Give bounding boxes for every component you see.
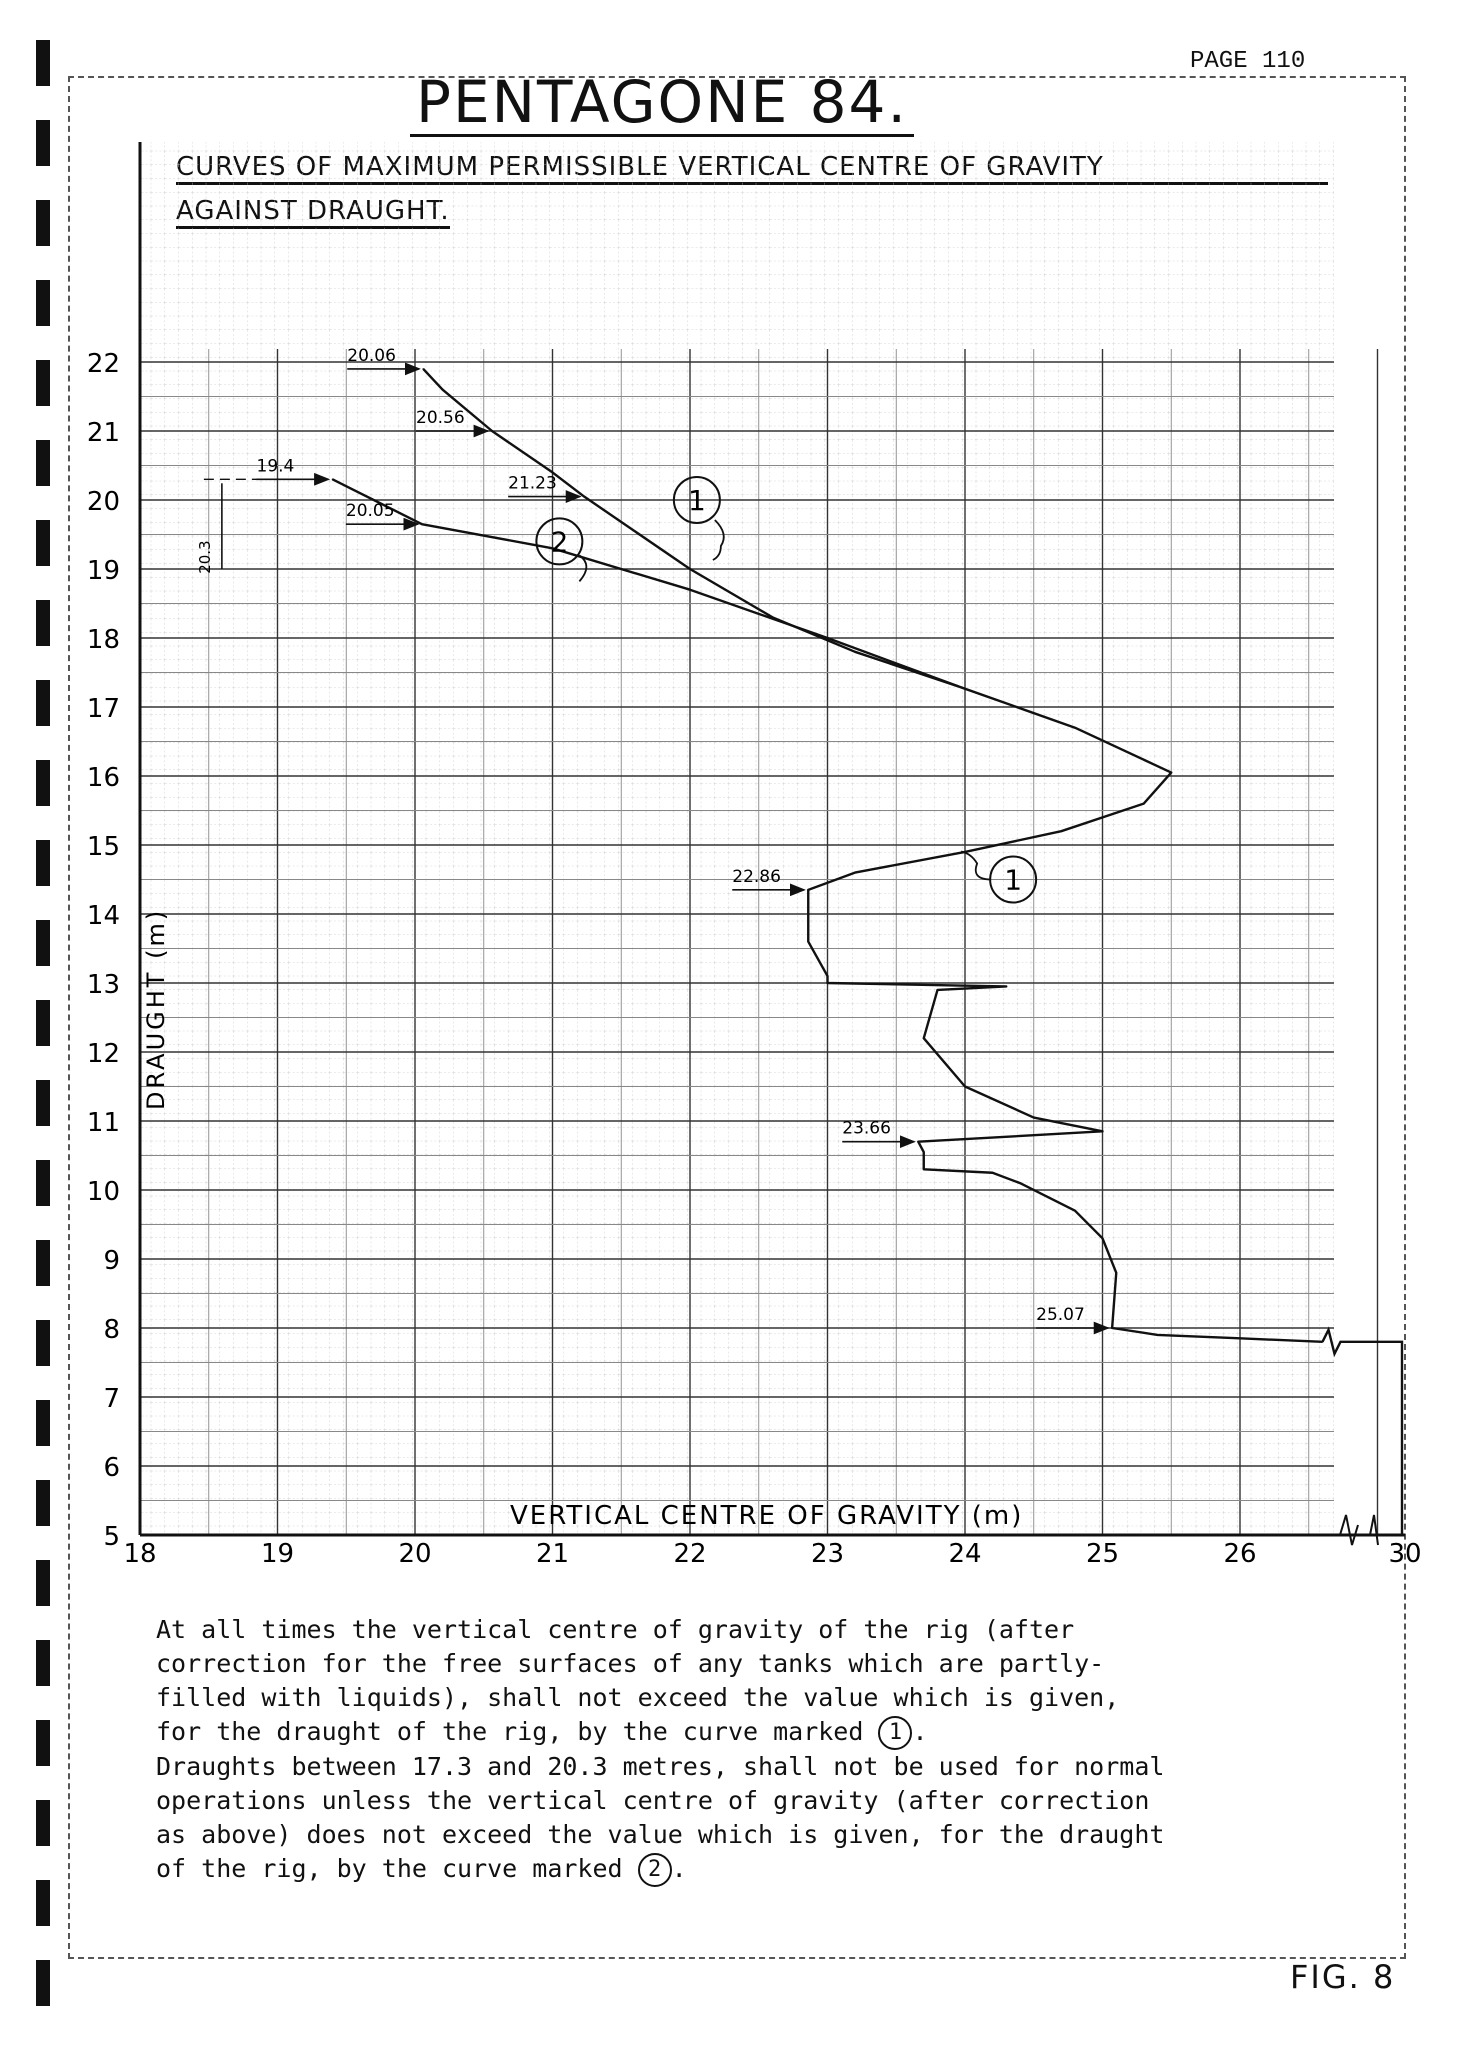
curve-1-marker: 1 <box>878 1716 912 1750</box>
series-1-point <box>992 1172 994 1174</box>
value-label: 23.66 <box>842 1118 891 1139</box>
y-tick-label: 14 <box>86 901 120 931</box>
y-tick-label: 8 <box>103 1315 120 1345</box>
page-number: PAGE 110 <box>1190 48 1306 75</box>
series-2-point <box>689 589 691 591</box>
y-tick-label: 17 <box>86 694 120 724</box>
page-title: PENTAGONE 84. <box>410 70 914 137</box>
value-label: 20.56 <box>416 408 465 428</box>
x-tick-label: 21 <box>535 1539 570 1569</box>
series-1-point <box>1005 986 1007 988</box>
series-1-point <box>1143 803 1145 805</box>
series-1-point <box>923 1037 925 1039</box>
series-1-point <box>1239 1338 1241 1340</box>
x-tick-label: 20 <box>398 1539 432 1569</box>
series-2-point <box>332 479 334 481</box>
x-end-tick-label: 30 <box>1388 1539 1422 1569</box>
x-tick-label: 25 <box>1085 1539 1120 1569</box>
note1-last-prefix: for the draught of the rig, by the curve marked <box>156 1717 864 1746</box>
series-1-point <box>1060 830 1062 832</box>
series-1-point <box>1074 727 1076 729</box>
axis-break-icon <box>1340 1515 1378 1545</box>
y-tick-label: 20 <box>86 487 120 517</box>
note2-line: as above) does not exceed the value which is given, for the draught <box>156 1820 1165 1849</box>
value-label: 25.07 <box>1036 1305 1085 1325</box>
y-tick-label: 18 <box>86 625 120 655</box>
y-tick-label: 7 <box>103 1384 120 1414</box>
series-2-point <box>421 523 423 525</box>
series-1-point <box>442 389 444 391</box>
note1-line: At all times the vertical centre of gravity of the rig (after <box>156 1615 1075 1644</box>
y-tick-label: 19 <box>86 556 120 586</box>
series-1-point <box>827 982 829 984</box>
series-1-point <box>1019 1182 1021 1184</box>
value-label: 21.23 <box>508 473 557 494</box>
note1-line-last <box>156 1715 1356 1750</box>
series-1-point <box>854 651 856 653</box>
series-1-point <box>1170 772 1172 774</box>
series-2-point <box>352 489 354 491</box>
series-1-point <box>689 568 691 570</box>
series-1-point <box>807 941 809 943</box>
value-label: 19.4 <box>256 456 295 477</box>
y-tick-label: 16 <box>86 763 120 793</box>
y-axis-label: DRAUGHT (m) <box>142 907 170 1110</box>
y-tick-label: 12 <box>86 1039 120 1069</box>
series-2-point <box>957 686 959 688</box>
series-1-point <box>854 872 856 874</box>
series-1-point <box>1074 1210 1076 1212</box>
note2-line: Draughts between 17.3 and 20.3 metres, shall not be used for normal <box>156 1752 1165 1781</box>
series-1-point <box>1102 1131 1104 1133</box>
curve-2-marker: 2 <box>638 1853 672 1887</box>
series-1-point <box>1111 1327 1113 1329</box>
series-1-point <box>1102 1238 1104 1240</box>
figure-label: FIG. 8 <box>1290 1958 1396 1996</box>
y-tick-label: 22 <box>86 349 120 379</box>
y-tick-label: 6 <box>103 1453 120 1483</box>
series-1-point <box>964 1086 966 1088</box>
series-1-point <box>807 889 809 891</box>
series-1-point <box>583 496 585 498</box>
note1-line: correction for the free surfaces of any tanks which are partly- <box>156 1649 1105 1678</box>
series-1-point <box>1033 1117 1035 1119</box>
series-1-point <box>1115 1272 1117 1274</box>
note2-last-suffix: . <box>671 1854 687 1883</box>
series-1-point <box>1157 1334 1159 1336</box>
x-tick-label: 19 <box>260 1539 295 1569</box>
y-tick-label: 15 <box>86 832 120 862</box>
y-tick-label: 21 <box>86 418 120 448</box>
value-label: 22.86 <box>732 866 781 887</box>
series-1-point <box>491 430 493 432</box>
dimension-label: 20.3 <box>195 540 214 574</box>
curve-marker-label: 1 <box>687 484 706 517</box>
note1-last-suffix: . <box>912 1717 928 1746</box>
note2-last-prefix: of the rig, by the curve marked <box>156 1854 623 1883</box>
x-tick-label: 24 <box>948 1539 982 1569</box>
series-1-extension <box>1323 1330 1403 1535</box>
y-tick-label: 9 <box>103 1246 120 1276</box>
note-curve-1 <box>156 1613 1356 1750</box>
series-1-point <box>422 368 424 370</box>
note-curve-2 <box>156 1750 1356 1887</box>
value-label: 20.05 <box>345 501 395 522</box>
series-1-point <box>917 1141 919 1143</box>
series-1-point <box>937 989 939 991</box>
x-tick-label: 22 <box>673 1539 707 1569</box>
note1-line: filled with liquids), shall not exceed the value which is given, <box>156 1683 1120 1712</box>
value-label: 20.06 <box>347 345 396 366</box>
x-axis-label: VERTICAL CENTRE OF GRAVITY (m) <box>510 1501 1024 1531</box>
x-tick-label: 23 <box>810 1539 845 1569</box>
series-1-point <box>923 1151 925 1153</box>
x-tick-label: 26 <box>1223 1539 1257 1569</box>
note2-line: operations unless the vertical centre of gravity (after correction <box>156 1786 1150 1815</box>
y-tick-label: 10 <box>86 1177 120 1207</box>
series-1-point <box>923 1169 925 1171</box>
y-tick-label: 11 <box>86 1108 120 1138</box>
x-tick-label: 18 <box>123 1539 157 1569</box>
note2-line-last <box>156 1852 1356 1887</box>
curve-marker-label: 1 <box>1004 863 1023 897</box>
curve-marker-label: 2 <box>550 525 569 559</box>
series-1-point <box>827 975 829 977</box>
series-2-point <box>827 637 829 639</box>
y-tick-label: 5 <box>103 1522 120 1552</box>
y-tick-label: 13 <box>86 970 120 1000</box>
